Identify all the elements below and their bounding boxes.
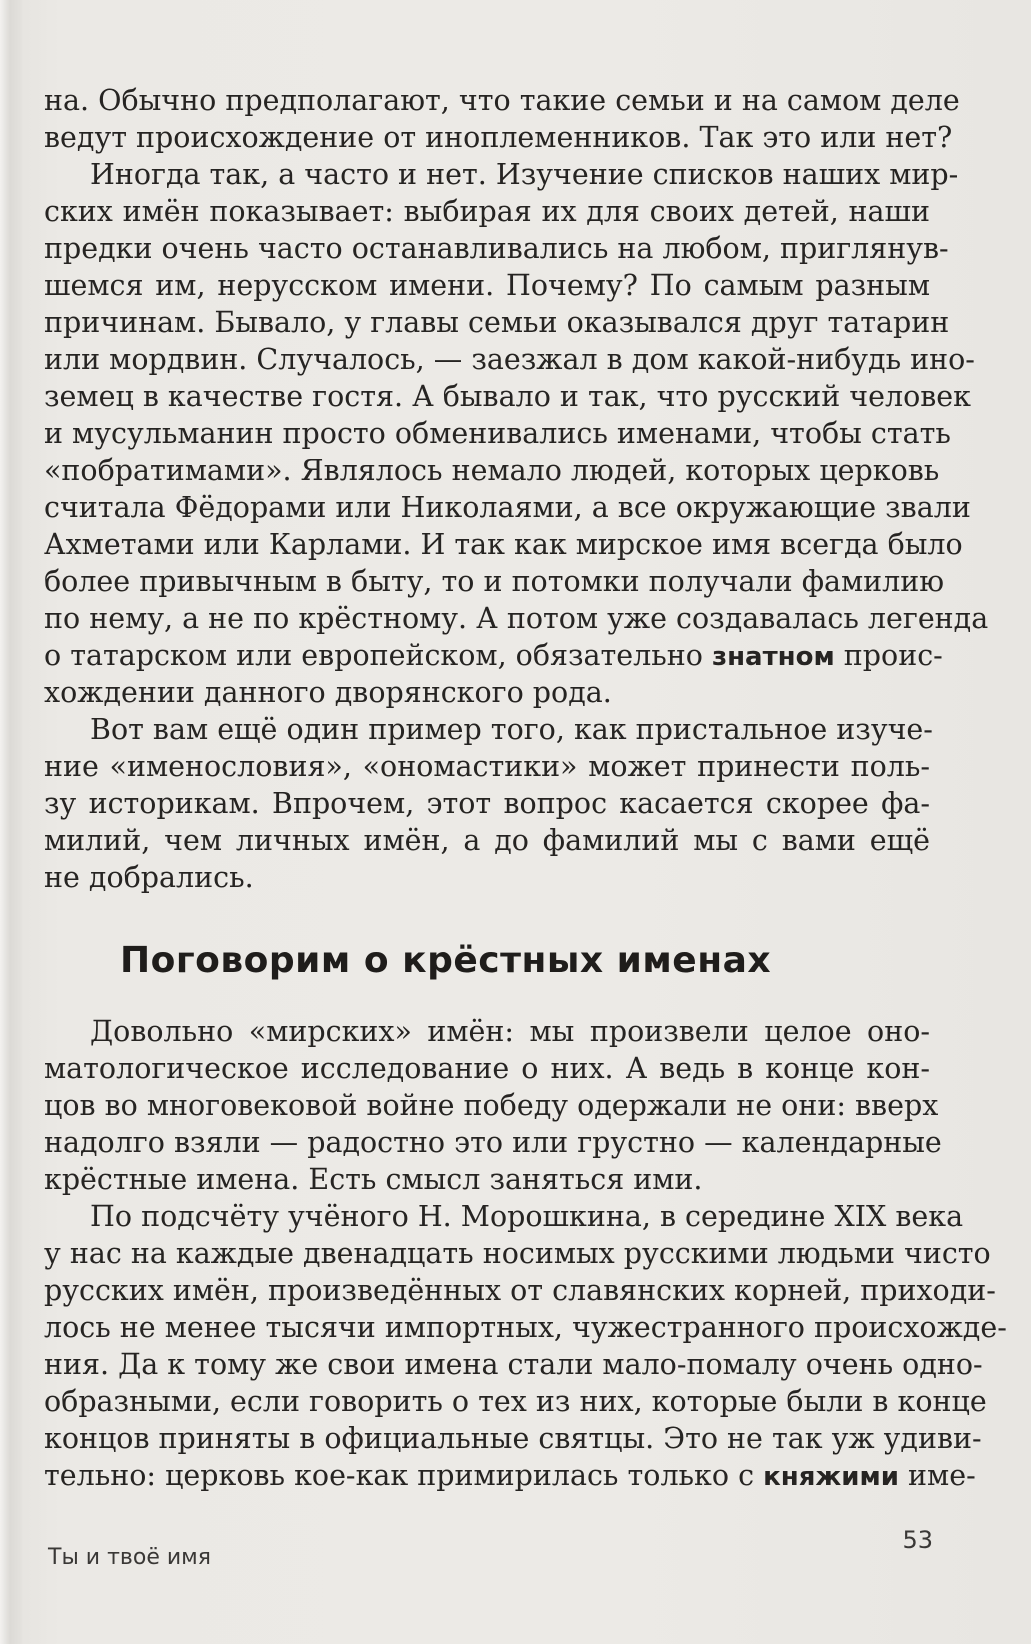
text-line: по нему, а не по крёстному. А потом уже создавалась легенда bbox=[44, 602, 989, 635]
text-fragment: о татарском или европейском, обязательно bbox=[44, 639, 712, 672]
text-line: Ахметами или Карлами. И так как мирское имя всегда было bbox=[44, 528, 963, 561]
text-line: считала Фёдорами или Николаями, а все окружающие звали bbox=[44, 491, 971, 524]
text-line: матологическое исследование о них. А ведь в конце кон- bbox=[44, 1052, 930, 1085]
lower-text-block bbox=[44, 1013, 1007, 1494]
text-line: милий, чем личных имён, а до фамилий мы с вами ещё bbox=[44, 824, 930, 857]
page-binding-edge bbox=[0, 0, 22, 1644]
text-fragment: име- bbox=[899, 1459, 976, 1492]
text-line: и мусульманин просто обменивались именами, чтобы стать bbox=[44, 417, 951, 450]
text-line: у нас на каждые двенадцать носимых русскими людьми чисто bbox=[44, 1237, 991, 1270]
text-line: надолго взяли — радостно это или грустно — календарные bbox=[44, 1126, 942, 1159]
text-line: цов во многовековой войне победу одержали не они: вверх bbox=[44, 1089, 939, 1122]
text-line: или мордвин. Случалось, — заезжал в дом какой-нибудь ино- bbox=[44, 343, 975, 376]
text-line: зу историкам. Впрочем, этот вопрос касается скорее фа- bbox=[44, 787, 930, 820]
text-line: ние «именословия», «ономастики» может принести поль- bbox=[44, 750, 930, 783]
text-line: образными, если говорить о тех из них, которые были в конце bbox=[44, 1385, 987, 1418]
section-heading: Поговорим о крёстных именах bbox=[120, 940, 772, 981]
emphasis-word: княжими bbox=[763, 1462, 899, 1492]
text-line: шемся им, нерусском имени. Почему? По самым разным bbox=[44, 269, 930, 302]
text-line: на. Обычно предполагают, что такие семьи и на самом деле bbox=[44, 84, 960, 117]
upper-text-block bbox=[44, 82, 989, 896]
text-line: более привычным в быту, то и потомки получали фамилию bbox=[44, 565, 945, 598]
text-fragment: проис- bbox=[834, 639, 943, 672]
text-line: земец в качестве гостя. А бывало и так, что русский человек bbox=[44, 380, 971, 413]
text-line: предки очень часто останавливались на любом, приглянув- bbox=[44, 232, 949, 265]
emphasis-word: знатном bbox=[711, 642, 835, 672]
text-line: ведут происхождение от иноплеменников. Так это или нет? bbox=[44, 121, 953, 154]
text-line: лось не менее тысячи импортных, чужестранного происхожде- bbox=[44, 1311, 1007, 1344]
text-line: крёстные имена. Есть смысл заняться ими. bbox=[44, 1163, 703, 1196]
text-line: Иногда так, а часто и нет. Изучение списков наших мир- bbox=[90, 158, 959, 191]
text-line: ния. Да к тому же свои имена стали мало-помалу очень одно- bbox=[44, 1348, 983, 1381]
text-line: не добрались. bbox=[44, 861, 254, 894]
text-line: русских имён, произведённых от славянских корней, приходи- bbox=[44, 1274, 996, 1307]
text-fragment: тельно: церковь кое-как примирилась только с bbox=[44, 1459, 764, 1492]
page-number: 53 bbox=[902, 1526, 933, 1554]
text-line: причинам. Бывало, у главы семьи оказывался друг татарин bbox=[44, 306, 950, 339]
text-line: «побратимами». Являлось немало людей, которых церковь bbox=[44, 454, 940, 487]
text-line: ских имён показывает: выбирая их для своих детей, наши bbox=[44, 195, 930, 228]
text-line: концов приняты в официальные святцы. Это не так уж удиви- bbox=[44, 1422, 982, 1455]
text-line-with-emphasis bbox=[44, 1457, 976, 1494]
text-line-with-emphasis bbox=[44, 637, 943, 674]
text-line: Вот вам ещё один пример того, как пристальное изуче- bbox=[90, 713, 933, 746]
text-line: хождении данного дворянского рода. bbox=[44, 676, 612, 709]
running-footer-book-title: Ты и твоё имя bbox=[48, 1545, 211, 1570]
text-line: По подсчёту учёного Н. Морошкина, в середине XIX века bbox=[90, 1200, 964, 1233]
text-line: Довольно «мирских» имён: мы произвели целое оно- bbox=[90, 1015, 930, 1048]
